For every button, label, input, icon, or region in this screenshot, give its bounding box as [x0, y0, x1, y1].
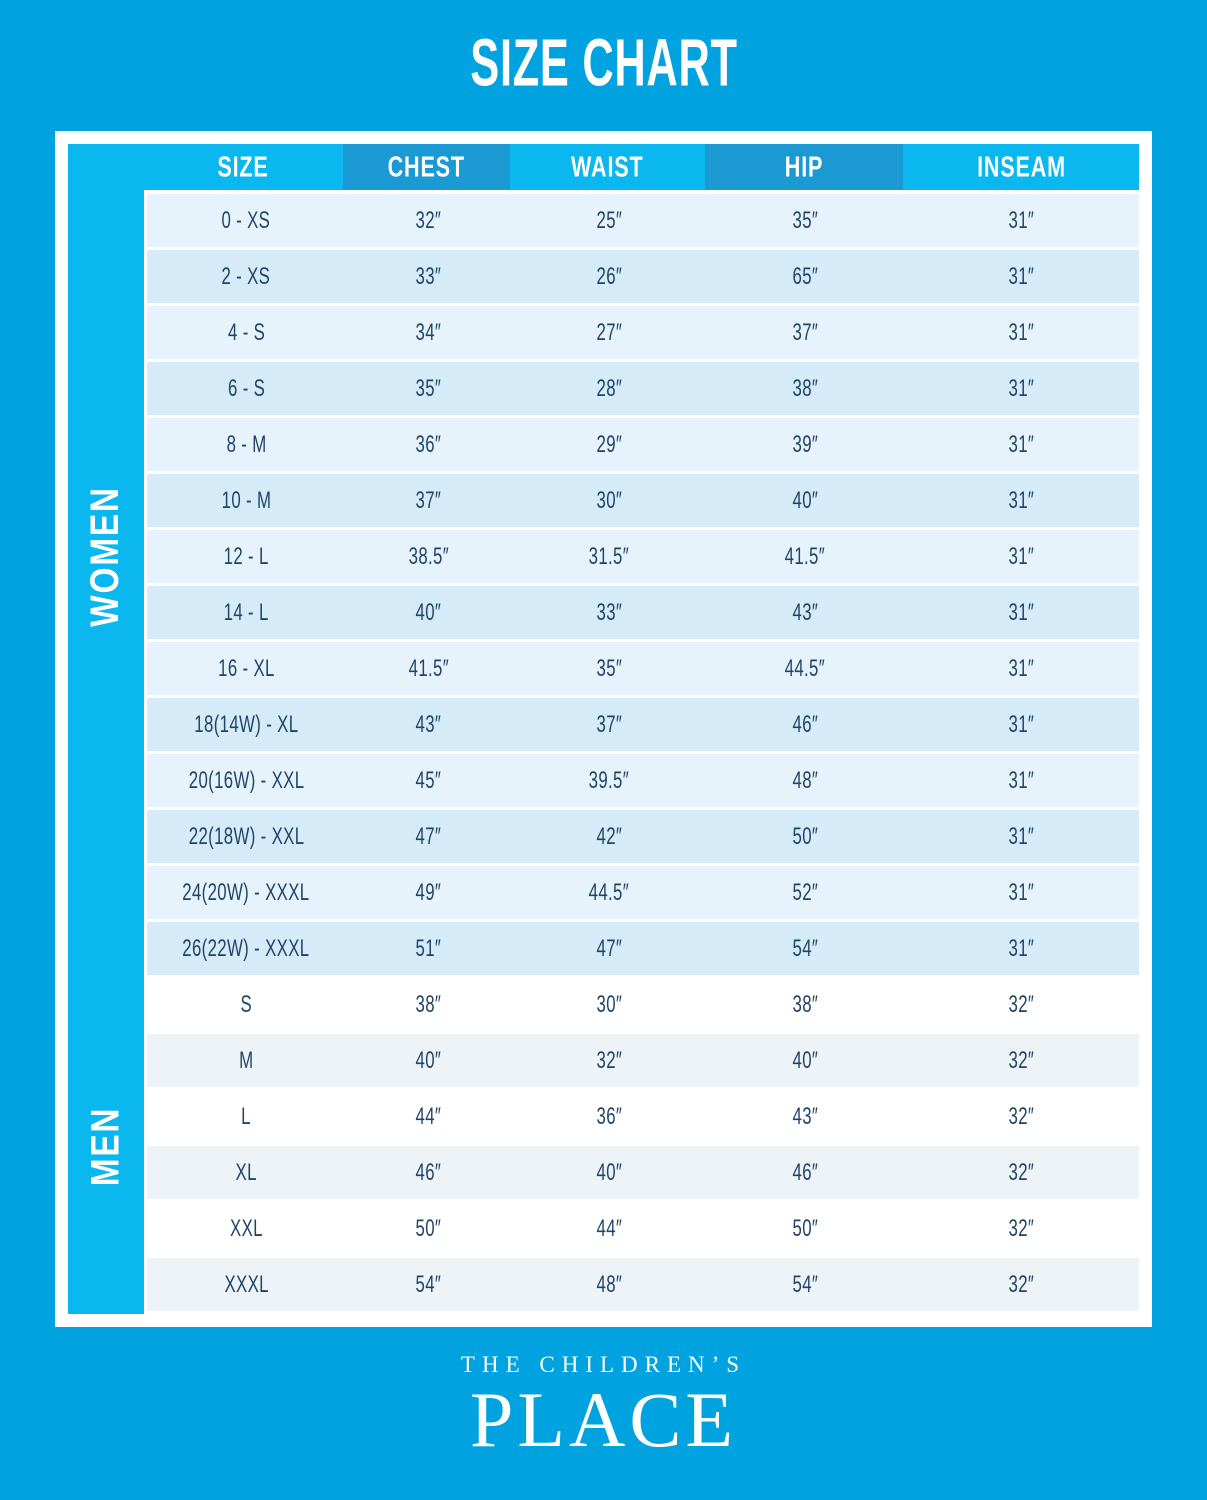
measurement-cell — [706, 194, 903, 247]
cell-text: 24(20W) - XXXL — [182, 878, 310, 906]
cell-text: 46″ — [792, 1158, 818, 1186]
cell-text: 30″ — [596, 990, 623, 1018]
cell-text: 44.5″ — [784, 654, 826, 682]
section-women — [68, 164, 144, 948]
measurement-cell — [706, 698, 903, 751]
measurement-cell — [345, 754, 512, 807]
cell-text: 44″ — [596, 1214, 623, 1242]
section-label-women: WOMEN — [83, 485, 128, 627]
measurement-cell — [512, 754, 706, 807]
measurement-cell — [706, 978, 903, 1031]
cell-text: 42″ — [596, 822, 623, 850]
cell-text: 18(14W) - XL — [194, 710, 299, 738]
measurement-cell — [904, 922, 1139, 975]
women-rows-section — [144, 194, 1139, 978]
size-cell — [147, 362, 345, 415]
cell-text: 37″ — [596, 710, 623, 738]
table-row — [147, 586, 1139, 639]
measurement-cell — [512, 810, 706, 863]
size-cell — [147, 306, 345, 359]
measurement-cell — [512, 250, 706, 303]
measurement-cell — [706, 1146, 903, 1199]
table-row — [147, 978, 1139, 1031]
measurement-cell — [345, 1146, 512, 1199]
measurement-cell — [706, 530, 903, 583]
cell-text: 40″ — [415, 1046, 442, 1074]
cell-text: 31″ — [1008, 318, 1035, 346]
measurement-cell — [345, 978, 512, 1031]
cell-text: 54″ — [415, 1270, 442, 1298]
cell-text: 40″ — [792, 1046, 818, 1074]
section-label-men: MEN — [83, 1106, 128, 1186]
measurement-cell — [706, 306, 903, 359]
column-header-hip-label: HIP — [784, 150, 824, 183]
size-cell — [147, 1202, 345, 1255]
cell-text: 34″ — [415, 318, 442, 346]
cell-text: 44″ — [415, 1102, 442, 1130]
measurement-cell — [512, 1090, 706, 1143]
table-row — [147, 362, 1139, 415]
cell-text: 16 - XL — [217, 654, 275, 682]
column-header-waist-label: WAIST — [571, 150, 644, 183]
measurement-cell — [512, 306, 706, 359]
cell-text: 38″ — [415, 990, 442, 1018]
table-row — [147, 642, 1139, 695]
size-chart-inner — [68, 144, 1139, 1314]
cell-text: 31″ — [1008, 486, 1035, 514]
measurement-cell — [706, 362, 903, 415]
cell-text: 31″ — [1008, 206, 1035, 234]
table-header-row — [144, 144, 1139, 190]
brand-line-1: THE CHILDREN’S — [460, 1352, 747, 1377]
cell-text: 14 - L — [223, 598, 269, 626]
measurement-cell — [904, 474, 1139, 527]
cell-text: 22(18W) - XXL — [188, 822, 305, 850]
brand-line-2: PLACE — [469, 1376, 738, 1463]
measurement-cell — [904, 362, 1139, 415]
column-header-size — [144, 144, 343, 190]
measurement-cell — [345, 1034, 512, 1087]
cell-text: 32″ — [1008, 1214, 1035, 1242]
measurement-cell — [706, 474, 903, 527]
cell-text: 32″ — [1008, 1158, 1035, 1186]
page-title-text: SIZE CHART — [469, 26, 738, 101]
measurement-cell — [904, 866, 1139, 919]
cell-text: 31″ — [1008, 262, 1035, 290]
cell-text: XXL — [229, 1214, 263, 1242]
size-cell — [147, 978, 345, 1031]
measurement-cell — [345, 1258, 512, 1311]
cell-text: 31″ — [1008, 654, 1035, 682]
size-cell — [147, 922, 345, 975]
cell-text: 65″ — [792, 262, 818, 290]
cell-text: 28″ — [596, 374, 623, 402]
size-chart-table — [55, 131, 1152, 1327]
table-row — [147, 922, 1139, 975]
size-cell — [147, 810, 345, 863]
table-row — [147, 1034, 1139, 1087]
measurement-cell — [904, 530, 1139, 583]
table-row — [147, 474, 1139, 527]
size-cell — [147, 866, 345, 919]
measurement-cell — [706, 1090, 903, 1143]
measurement-cell — [512, 642, 706, 695]
measurement-cell — [512, 922, 706, 975]
cell-text: 39.5″ — [589, 766, 630, 794]
cell-text: 32″ — [1008, 1102, 1035, 1130]
cell-text: 35″ — [792, 206, 818, 234]
cell-text: 36″ — [415, 430, 442, 458]
table-row — [147, 810, 1139, 863]
table-row — [147, 698, 1139, 751]
cell-text: 40″ — [415, 598, 442, 626]
table-row — [147, 1202, 1139, 1255]
measurement-cell — [512, 362, 706, 415]
cell-text: 31″ — [1008, 374, 1035, 402]
measurement-cell — [904, 586, 1139, 639]
cell-text: 38.5″ — [408, 542, 449, 570]
measurement-cell — [512, 698, 706, 751]
cell-text: 32″ — [415, 206, 442, 234]
cell-text: 10 - M — [221, 486, 272, 514]
measurement-cell — [904, 1258, 1139, 1311]
measurement-cell — [512, 194, 706, 247]
measurement-cell — [512, 978, 706, 1031]
men-rows-section — [144, 978, 1139, 1314]
cell-text: 35″ — [596, 654, 623, 682]
cell-text: 26″ — [596, 262, 623, 290]
cell-text: S — [240, 990, 252, 1018]
measurement-cell — [706, 642, 903, 695]
measurement-cell — [345, 250, 512, 303]
measurement-cell — [345, 810, 512, 863]
cell-text: 31″ — [1008, 822, 1035, 850]
cell-text: 41.5″ — [408, 654, 449, 682]
cell-text: 6 - S — [227, 374, 265, 402]
cell-text: 37″ — [792, 318, 818, 346]
cell-text: 33″ — [415, 262, 442, 290]
measurement-cell — [345, 642, 512, 695]
table-main — [144, 144, 1139, 1314]
measurement-cell — [706, 1258, 903, 1311]
measurement-cell — [904, 1146, 1139, 1199]
cell-text: 31″ — [1008, 878, 1035, 906]
cell-text: 26(22W) - XXXL — [182, 934, 310, 962]
cell-text: 25″ — [596, 206, 623, 234]
table-row — [147, 866, 1139, 919]
table-row — [147, 1090, 1139, 1143]
cell-text: 20(16W) - XXL — [188, 766, 305, 794]
size-cell — [147, 586, 345, 639]
brand-logo — [0, 1350, 1207, 1463]
measurement-cell — [904, 698, 1139, 751]
cell-text: 8 - M — [226, 430, 267, 458]
cell-text: 48″ — [596, 1270, 623, 1298]
cell-text: 46″ — [415, 1158, 442, 1186]
measurement-cell — [904, 978, 1139, 1031]
cell-text: 54″ — [792, 1270, 818, 1298]
cell-text: 51″ — [415, 934, 442, 962]
measurement-cell — [706, 1034, 903, 1087]
cell-text: 43″ — [792, 1102, 818, 1130]
measurement-cell — [345, 1202, 512, 1255]
measurement-cell — [512, 1258, 706, 1311]
measurement-cell — [512, 1202, 706, 1255]
measurement-cell — [706, 586, 903, 639]
table-row — [147, 530, 1139, 583]
column-header-hip — [705, 144, 903, 190]
cell-text: 43″ — [415, 710, 442, 738]
table-row — [147, 194, 1139, 247]
cell-text: 0 - XS — [221, 206, 271, 234]
cell-text: 52″ — [792, 878, 818, 906]
table-row — [147, 250, 1139, 303]
cell-text: 29″ — [596, 430, 623, 458]
measurement-cell — [706, 922, 903, 975]
cell-text: 31″ — [1008, 598, 1035, 626]
size-cell — [147, 474, 345, 527]
measurement-cell — [904, 1034, 1139, 1087]
measurement-cell — [512, 866, 706, 919]
measurement-cell — [904, 1090, 1139, 1143]
table-row — [147, 306, 1139, 359]
measurement-cell — [345, 194, 512, 247]
cell-text: XXXL — [224, 1270, 269, 1298]
size-cell — [147, 754, 345, 807]
column-header-chest — [343, 144, 510, 190]
column-header-inseam-label: INSEAM — [976, 150, 1066, 183]
measurement-cell — [706, 810, 903, 863]
measurement-cell — [345, 362, 512, 415]
measurement-cell — [512, 586, 706, 639]
measurement-cell — [512, 1034, 706, 1087]
measurement-cell — [345, 586, 512, 639]
cell-text: 38″ — [792, 374, 818, 402]
cell-text: 50″ — [792, 1214, 818, 1242]
cell-text: 36″ — [596, 1102, 623, 1130]
size-cell — [147, 1090, 345, 1143]
cell-text: 32″ — [1008, 990, 1035, 1018]
cell-text: 27″ — [596, 318, 623, 346]
cell-text: 48″ — [792, 766, 818, 794]
cell-text: L — [241, 1102, 252, 1130]
measurement-cell — [345, 1090, 512, 1143]
cell-text: 33″ — [596, 598, 623, 626]
cell-text: 31″ — [1008, 710, 1035, 738]
measurement-cell — [345, 474, 512, 527]
size-cell — [147, 1258, 345, 1311]
cell-text: 45″ — [415, 766, 442, 794]
measurement-cell — [904, 642, 1139, 695]
measurement-cell — [512, 530, 706, 583]
cell-text: 31″ — [1008, 934, 1035, 962]
cell-text: 47″ — [596, 934, 623, 962]
cell-text: 32″ — [1008, 1046, 1035, 1074]
size-cell — [147, 642, 345, 695]
measurement-cell — [706, 1202, 903, 1255]
measurement-cell — [345, 530, 512, 583]
measurement-cell — [512, 474, 706, 527]
size-cell — [147, 250, 345, 303]
cell-text: 43″ — [792, 598, 818, 626]
size-cell — [147, 530, 345, 583]
cell-text: 46″ — [792, 710, 818, 738]
cell-text: 47″ — [415, 822, 442, 850]
cell-text: 54″ — [792, 934, 818, 962]
cell-text: 40″ — [596, 1158, 623, 1186]
table-row — [147, 754, 1139, 807]
cell-text: 32″ — [1008, 1270, 1035, 1298]
size-cell — [147, 418, 345, 471]
size-cell — [147, 194, 345, 247]
measurement-cell — [345, 306, 512, 359]
measurement-cell — [904, 810, 1139, 863]
size-cell — [147, 698, 345, 751]
measurement-cell — [706, 418, 903, 471]
column-header-size-label: SIZE — [217, 150, 270, 183]
cell-text: 12 - L — [223, 542, 269, 570]
measurement-cell — [904, 250, 1139, 303]
measurement-cell — [512, 1146, 706, 1199]
section-label-band — [68, 144, 144, 1314]
table-row — [147, 1146, 1139, 1199]
measurement-cell — [706, 250, 903, 303]
cell-text: 32″ — [596, 1046, 623, 1074]
cell-text: 30″ — [596, 486, 623, 514]
cell-text: 4 - S — [227, 318, 265, 346]
measurement-cell — [904, 306, 1139, 359]
size-cell — [147, 1146, 345, 1199]
column-header-chest-label: CHEST — [387, 150, 466, 183]
cell-text: M — [239, 1046, 254, 1074]
cell-text: 35″ — [415, 374, 442, 402]
cell-text: 49″ — [415, 878, 442, 906]
column-header-inseam — [903, 144, 1139, 190]
cell-text: 31.5″ — [589, 542, 630, 570]
column-header-waist — [510, 144, 705, 190]
cell-text: 40″ — [792, 486, 818, 514]
cell-text: XL — [235, 1158, 257, 1186]
measurement-cell — [345, 698, 512, 751]
measurement-cell — [904, 1202, 1139, 1255]
measurement-cell — [904, 418, 1139, 471]
measurement-cell — [904, 754, 1139, 807]
section-men — [68, 978, 144, 1314]
measurement-cell — [706, 754, 903, 807]
cell-text: 50″ — [415, 1214, 442, 1242]
measurement-cell — [706, 866, 903, 919]
measurement-cell — [345, 866, 512, 919]
cell-text: 44.5″ — [589, 878, 630, 906]
table-row — [147, 1258, 1139, 1311]
measurement-cell — [512, 418, 706, 471]
cell-text: 31″ — [1008, 542, 1035, 570]
cell-text: 39″ — [792, 430, 818, 458]
measurement-cell — [904, 194, 1139, 247]
page-title — [0, 26, 1207, 101]
cell-text: 50″ — [792, 822, 818, 850]
cell-text: 31″ — [1008, 430, 1035, 458]
cell-text: 37″ — [415, 486, 442, 514]
cell-text: 2 - XS — [221, 262, 271, 290]
cell-text: 31″ — [1008, 766, 1035, 794]
size-cell — [147, 1034, 345, 1087]
measurement-cell — [345, 418, 512, 471]
cell-text: 41.5″ — [784, 542, 826, 570]
measurement-cell — [345, 922, 512, 975]
table-row — [147, 418, 1139, 471]
cell-text: 38″ — [792, 990, 818, 1018]
